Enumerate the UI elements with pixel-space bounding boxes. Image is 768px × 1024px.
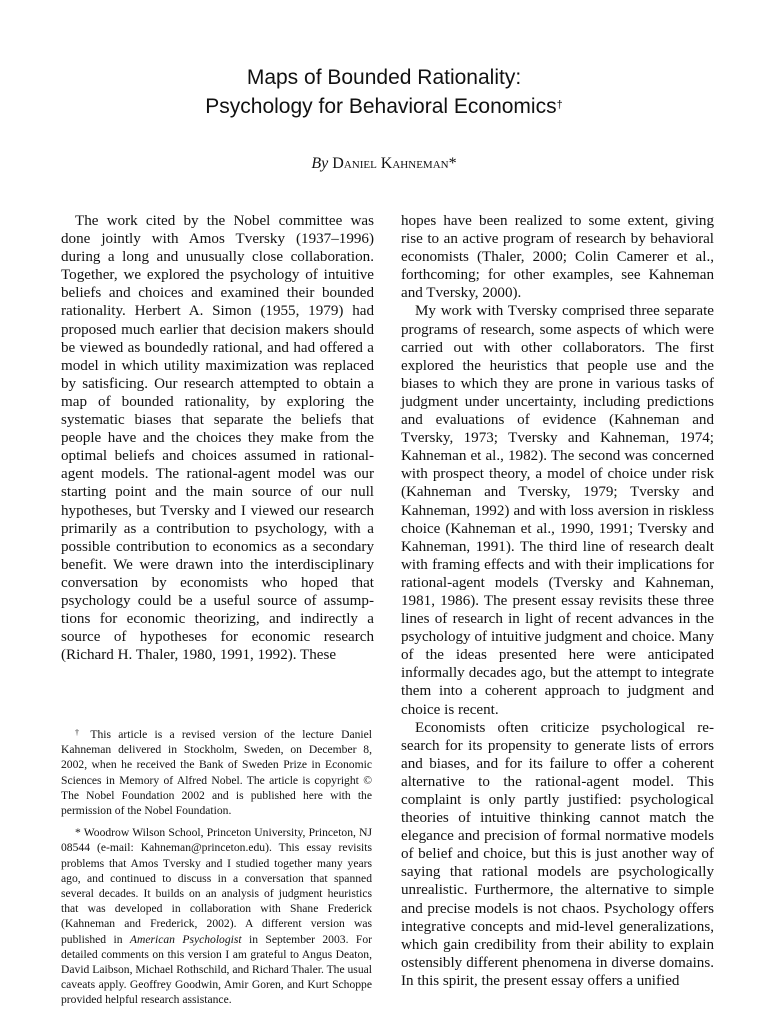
article-title-line-1: Maps of Bounded Rationality: [246,66,522,89]
right-column [401,212,714,990]
byline-by: By [311,155,329,172]
footnote-dagger [61,727,372,818]
footnote-star-mark: * [75,826,81,840]
footnotes [61,727,372,1008]
author-footnote-mark: * [448,155,457,172]
journal-name: American Psychologist [129,932,242,946]
footnote-star-text-continued: in September 2003. For detailed comments on this version I am grateful to Angus Deaton, David Laibson, Michael Rothschild, and Richard Thaler. The usual caveats apply. Geoffrey Goodwin, Amir Goren, and Kurt Schoppe provided helpful research assistance. [61,932,372,1007]
left-column [61,212,374,664]
byline [0,155,768,173]
footnote-dagger-mark: † [75,728,84,737]
footnote-star [61,825,372,1007]
paragraph: My work with Tversky comprised three separate programs of research, some aspects of which were carried out with other collaborators. The first explored the heuristics that people use and the biases to which they are prone in various tasks of judgment under uncertainty, including predictions and evaluations of evidence (Kahneman and Tversky, 1973; Tversky and Kahneman, 1974; Kahneman et al., 1982). The second was concerned with prospect theory, a model of choice under risk (Kahneman and Tversky, 1979; Tversky and Kahneman, 1992) and with loss aversion in riskless choice (Kahneman et al., 1990, 1991; Tversky and Kahneman, 1991). The third line of research dealt with framing effects and with their implications for rational-agent models (Tversky and Kahneman, 1981, 1986). The present essay revisits these three lines of research in light of recent advances in the psychology of intuitive judgment and choice. Many of the ideas presented here were anticipated informally decades ago, but the attempt to integrate them into a coherent approach to judgment and choice is recent. [401,303,714,718]
paragraph: The work cited by the Nobel committee was done jointly with Amos Tversky (1937–1996) during a long and unusually close collaboration. Together, we explored the psychology of intuitive beliefs and choices and examined their bounded rationality. Herbert A. Simon (1955, 1979) had proposed much earlier that decision makers should be viewed as boundedly rational, and had offered a model in which utility maximization was replaced by satisficing. Our research attempted to obtain a map of bounded rationality, by exploring the systematic biases that separate the beliefs that people have and the choices they make from the optimal beliefs and choices assumed in rational-agent models. The rational-agent model was our starting point and the main source of our null hypotheses, but Tversky and I viewed our research primarily as a contribution to psychology, with a possible contribution to economics as a secondary benefit. We were drawn into the interdisciplinary conversation by economists who hoped that psychology could be a useful source of assumptions for economic theorizing, and indirectly a source of hypotheses for economic research (Richard H. Thaler, 1980, 1991, 1992). These [61,213,374,664]
page-number-clipped [372,1020,402,1024]
article-title-line-2 [0,93,768,121]
paragraph: hopes have been realized to some extent, giving rise to an active program of research by behavioral economists (Thaler, 2000; Colin Camerer et al., forthcoming; for other examples, see Kahneman and Tversky, 2000). [401,213,714,302]
footnote-dagger-text: This article is a revised version of the lecture Daniel Kahneman delivered in Stockholm, Sweden, on December 8, 2002, when he received the Bank of Sweden Prize in Economic Sciences in Memory of Alfred Nobel. The article is copyright © The Nobel Foundation 2002 and is published here with the permission of the Nobel Foundation. [61,728,372,818]
article-title-text: Psychology for Behavioral Economics [205,95,557,118]
footnote-star-text: Woodrow Wilson School, Princeton University, Princeton, NJ 08544 (e-mail: Kahneman@princeton.edu). This essay revisits problems that Amos Tversky and I studied together many years ago, and continued to discuss in a conversation that spanned several decades. It builds on an analysis of judgment heuristics that was developed in collaboration with Shane Frederick (Kahneman and Frederick, 2002). A different version was published in [61,826,372,946]
title-footnote-mark: † [556,99,563,111]
author-name: Daniel Kahneman [332,155,449,172]
paragraph: Economists often criticize psychological research for its propensity to generate lists of errors and biases, and for its failure to offer a coherent alternative to the rational-agent model. This complaint is only partly justified: psychological theories of intuitive thinking cannot match the elegance and precision of formal normative models of belief and choice, but this is just another way of saying that rational models are psychologically unrealistic. Furthermore, the alternative to simple and precise models is not chaos. Psychology offers integrative concepts and mid-level generalizations, which gain credibility from their ability to explain ostensibly different phenomena in diverse domains. In this spirit, the present essay offers a unified [401,719,714,989]
